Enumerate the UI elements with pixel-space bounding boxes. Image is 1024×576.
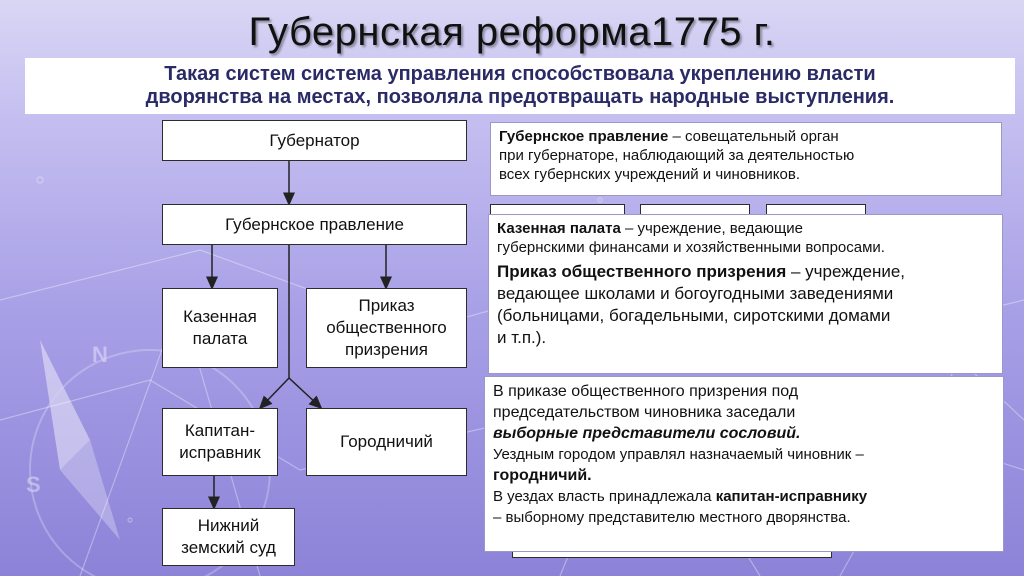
note-charity-line-1 <box>497 261 994 283</box>
note-treasury-term: Казенная палата <box>497 220 621 237</box>
provincial-board-box <box>162 204 467 245</box>
note-lower-line-4: Уездным городом управлял назначаемый чиновник – <box>493 446 864 463</box>
note-lower <box>484 376 1004 552</box>
subtitle-line-1: Такая систем система управления способствовала укреплению власти <box>164 63 876 85</box>
note-lower-captain-term: капитан-исправнику <box>715 488 868 505</box>
captain-box <box>162 408 278 476</box>
note-lower-emphasis: выборные представители сословий. <box>493 425 801 442</box>
note-lower-line-5 <box>493 465 995 486</box>
note-board-line-3: всех губернских учреждений и чиновников. <box>499 166 800 183</box>
charity-label-line-2: общественного <box>326 318 447 337</box>
subtitle-line-2: дворянства на местах, позволяла предотвращать народные выступления. <box>145 86 895 108</box>
court-label-line-2: земский суд <box>181 538 276 557</box>
note-charity-line-2: ведающее школами и богоугодными заведениями <box>497 284 894 303</box>
treasury-box <box>162 288 278 368</box>
note-board-line-2: при губернаторе, наблюдающий за деятельностью <box>499 147 855 164</box>
note-charity-line-3: (больницами, богадельными, сиротскими домами <box>497 306 891 325</box>
captain-label-line-1: Капитан- <box>184 421 256 440</box>
note-treasury-line-1 <box>497 219 994 238</box>
note-lower-line-7: – выборному представителю местного дворянства. <box>493 509 851 526</box>
note-provincial-board <box>490 122 1002 196</box>
note-lower-line-3 <box>493 423 995 444</box>
note-board-rest: – совещательный орган <box>668 128 839 145</box>
treasury-label-line-1: Казенная <box>183 307 257 326</box>
treasury-label-line-2: палата <box>192 329 248 348</box>
note-lower-line-6-text: В уездах власть принадлежала <box>493 488 716 505</box>
note-board-term: Губернское правление <box>499 128 669 145</box>
court-label-line-1: Нижний <box>197 516 260 535</box>
charity-label-line-1: Приказ <box>358 296 415 315</box>
svg-text:S: S <box>26 472 41 497</box>
note-lower-line-1: В приказе общественного призрения под <box>493 383 799 400</box>
captain-label-line-2: исправник <box>179 443 261 462</box>
note-treasury-and-charity <box>488 214 1003 374</box>
lower-court-box <box>162 508 295 566</box>
mayor-label: Городничий <box>340 432 433 451</box>
note-board-line-1 <box>499 127 993 146</box>
note-lower-line-2: председательством чиновника заседали <box>493 404 796 421</box>
governor-label: Губернатор <box>269 130 360 150</box>
note-lower-line-6 <box>493 486 995 507</box>
note-charity-rest: – учреждение, <box>786 262 906 281</box>
subtitle-band <box>25 58 1015 114</box>
governor-box <box>162 120 467 161</box>
note-charity-term: Приказ общественного призрения <box>497 262 787 281</box>
note-charity-line-4: и т.п.). <box>497 328 547 347</box>
provincial-board-label: Губернское правление <box>225 214 404 234</box>
note-treasury-line-2: губернскими финансами и хозяйственными вопросами. <box>497 239 885 256</box>
charity-label-line-3: призрения <box>345 340 428 359</box>
note-treasury-rest: – учреждение, ведающие <box>620 220 804 237</box>
charity-board-box <box>306 288 467 368</box>
svg-text:N: N <box>92 342 108 367</box>
mayor-box <box>306 408 467 476</box>
note-lower-mayor-term: городничий. <box>493 467 592 484</box>
page-title: Губернская реформа1775 г. <box>248 10 776 54</box>
